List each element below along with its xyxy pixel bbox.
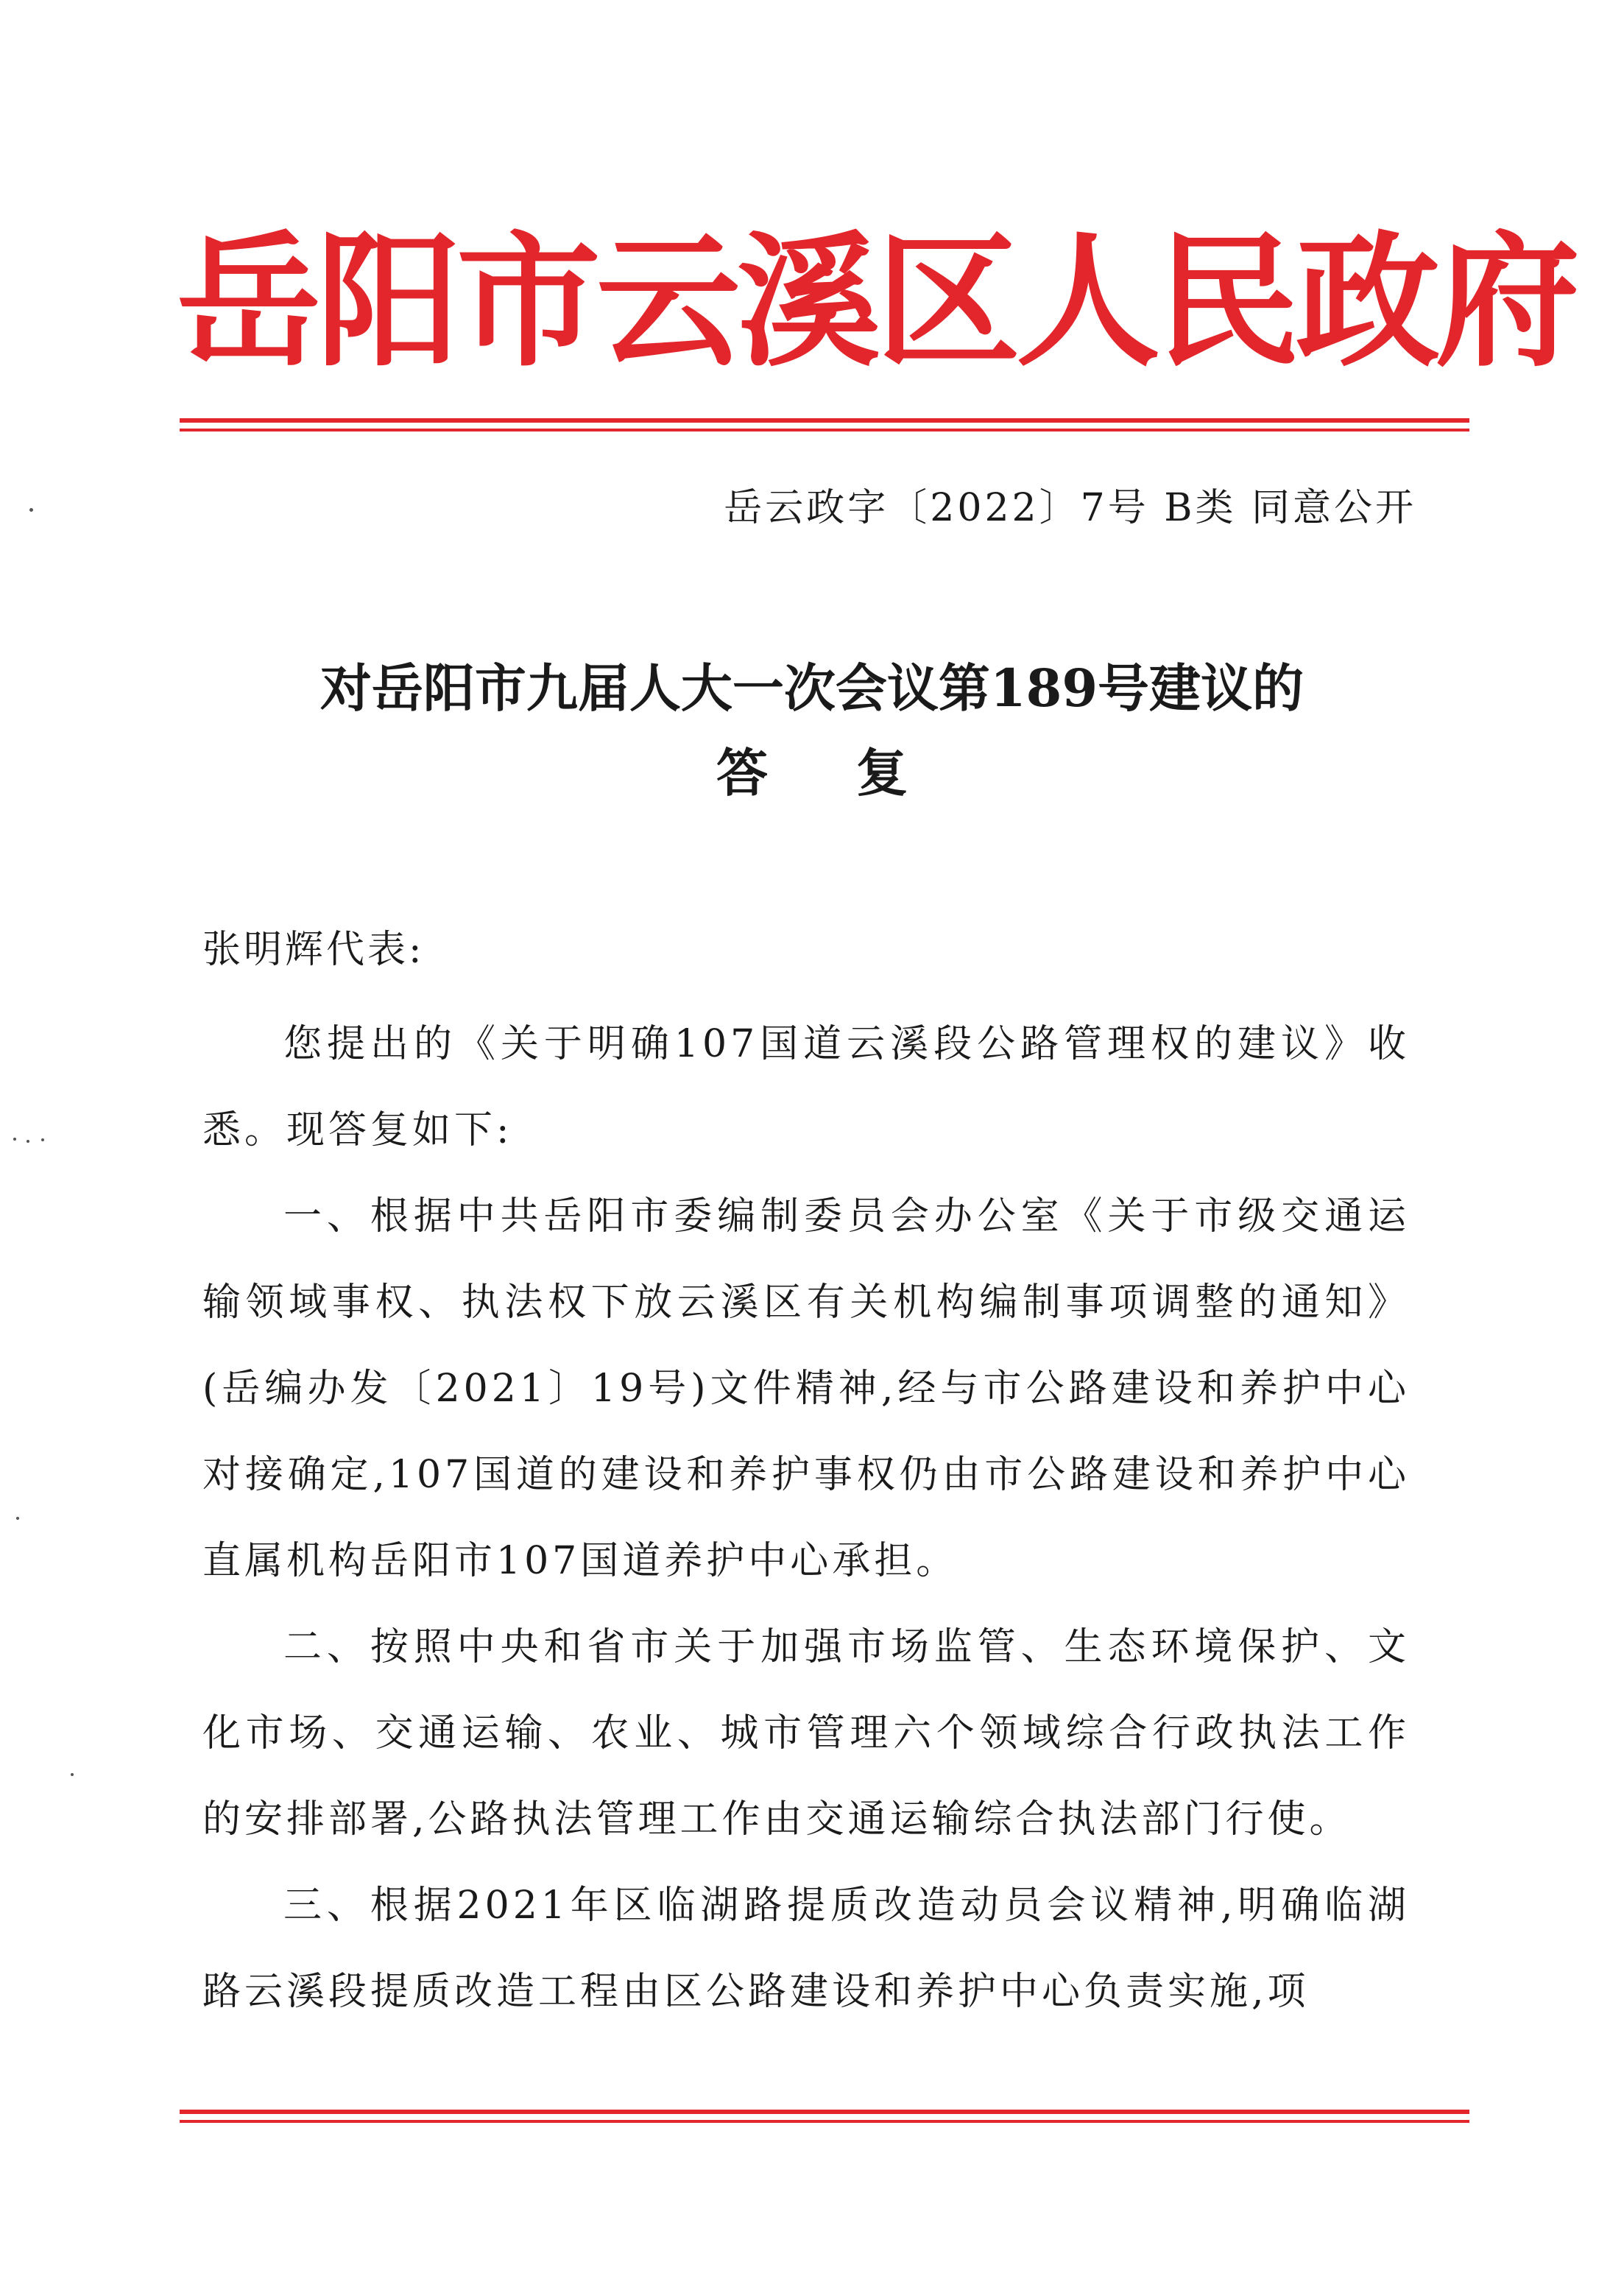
scan-speck (16, 1517, 19, 1520)
document-title-reply: 答复 (716, 742, 996, 803)
scan-speck (27, 1140, 29, 1143)
scan-speck (41, 1138, 44, 1141)
footer-red-rule-thin (180, 2120, 1469, 2123)
paragraph: 三、根据2021年区临湖路提质改造动员会议精神,明确临湖路云溪段提质改造工程由区公路建设和养护中心负责实施,项 (202, 1884, 1410, 2014)
paragraph: 一、根据中共岳阳市委编制委员会办公室《关于市级交通运输领域事权、执法权下放云溪区有关机构编制事项调整的通知》(岳编办发〔2021〕19号)文件精神,经与市公路建设和养护中心对接确定,107国道的建设和养护事权仍由市公路建设和养护中心直属机构岳阳市107国道养护中心承担。 (202, 1194, 1410, 1583)
salutation: 张明辉代表: (202, 928, 425, 972)
scan-speck (29, 508, 33, 512)
document-title: 对岳阳市九届人大一次会议第189号建议的 (319, 658, 1305, 719)
footer-red-rule (180, 2110, 1469, 2114)
header-red-rule (180, 418, 1469, 423)
paragraph: 您提出的《关于明确107国道云溪段公路管理权的建议》收悉。现答复如下: (202, 1022, 1410, 1152)
document-number: 岳云政字〔2022〕7号 B类 同意公开 (724, 486, 1416, 530)
body-text (202, 1001, 1410, 2035)
issuing-authority-header: 岳阳市云溪区人民政府 (177, 217, 1576, 387)
scan-speck (13, 1138, 16, 1141)
scan-speck (71, 1773, 74, 1776)
header-red-rule-thin (180, 429, 1469, 431)
paragraph: 二、按照中央和省市关于加强市场监管、生态环境保护、文化市场、交通运输、农业、城市管理六个领域综合行政执法工作的安排部署,公路执法管理工作由交通运输综合执法部门行使。 (202, 1625, 1410, 1842)
